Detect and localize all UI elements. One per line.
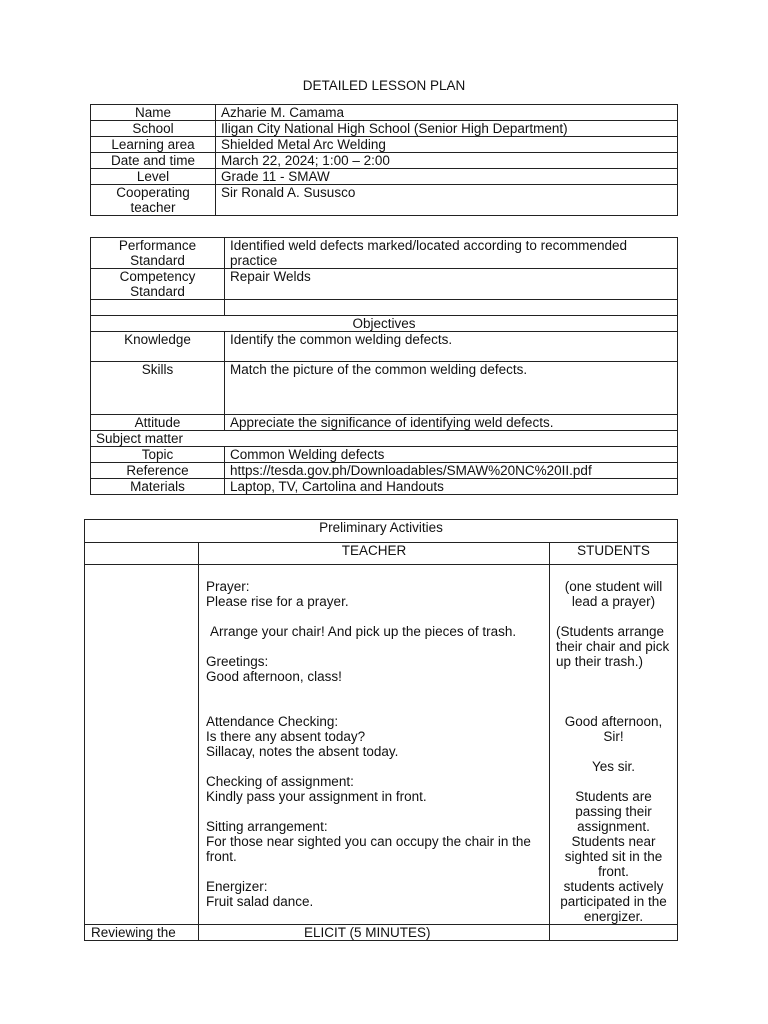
blank-cell xyxy=(225,300,678,316)
student-activities xyxy=(550,565,678,925)
blank-elicit-cell xyxy=(550,925,678,941)
activities-heading-row xyxy=(85,520,678,543)
info-label: Cooperating teacher xyxy=(91,185,216,216)
attendance-title: Attendance Checking: xyxy=(206,714,339,729)
materials-label: Materials xyxy=(91,479,225,495)
skills-value: Match the picture of the common welding defects. xyxy=(225,362,678,415)
student-attendance: Yes sir. xyxy=(591,759,636,774)
sitting-text: For those near sighted you can occupy the chair in the front. xyxy=(206,834,531,864)
blank-cell xyxy=(91,300,225,316)
activities-body-row xyxy=(85,565,678,925)
greetings-title: Greetings: xyxy=(206,654,269,669)
elicit-label: ELICIT (5 MINUTES) xyxy=(199,925,550,941)
attendance-note: Sillacay, notes the absent today. xyxy=(206,744,399,759)
info-label: School xyxy=(91,121,216,137)
sitting-title: Sitting arrangement: xyxy=(206,819,328,834)
info-label: Date and time xyxy=(91,153,216,169)
student-energizer: students actively participated in the energizer. xyxy=(560,879,667,924)
attitude-label: Attitude xyxy=(91,415,225,431)
info-row-level xyxy=(91,169,678,185)
student-arrange: (Students arrange their chair and pick up their trash.) xyxy=(556,624,670,669)
attitude-value: Appreciate the significance of identifying weld defects. xyxy=(225,415,678,431)
info-row-name xyxy=(91,105,678,121)
info-value: Azharie M. Camama xyxy=(216,105,678,121)
attitude-row xyxy=(91,415,678,431)
info-row-cooperating-teacher xyxy=(91,185,678,216)
competency-standard-value: Repair Welds xyxy=(225,269,678,300)
info-value: Sir Ronald A. Sususco xyxy=(216,185,678,216)
info-row-learning-area xyxy=(91,137,678,153)
students-header: STUDENTS xyxy=(550,543,678,565)
prayer-title: Prayer: xyxy=(206,579,250,594)
blank-body-cell xyxy=(85,565,199,925)
skills-label: Skills xyxy=(91,362,225,415)
info-label: Learning area xyxy=(91,137,216,153)
energizer-title: Energizer: xyxy=(206,879,268,894)
prayer-text: Please rise for a prayer. xyxy=(206,594,349,609)
standards-table xyxy=(90,237,678,495)
knowledge-label: Knowledge xyxy=(91,332,225,362)
greetings-text: Good afternoon, class! xyxy=(206,669,342,684)
knowledge-row xyxy=(91,332,678,362)
activities-header-row xyxy=(85,543,678,565)
blank-header-cell xyxy=(85,543,199,565)
info-label: Level xyxy=(91,169,216,185)
activities-table xyxy=(84,519,678,941)
elicit-row xyxy=(85,925,678,941)
blank-row xyxy=(91,300,678,316)
reference-row xyxy=(91,463,678,479)
performance-standard-value: Identified weld defects marked/located according to recommended practice xyxy=(225,238,678,269)
info-value: Shielded Metal Arc Welding xyxy=(216,137,678,153)
student-greet: Good afternoon, Sir! xyxy=(564,714,663,744)
energizer-text: Fruit salad dance. xyxy=(206,894,314,909)
info-row-date-time xyxy=(91,153,678,169)
subject-matter-label: Subject matter xyxy=(91,431,678,447)
subject-matter-row xyxy=(91,431,678,447)
performance-standard-row xyxy=(91,238,678,269)
reference-value: https://tesda.gov.ph/Downloadables/SMAW%20NC%20II.pdf xyxy=(225,463,678,479)
performance-standard-label: Performance Standard xyxy=(91,238,225,269)
reference-label: Reference xyxy=(91,463,225,479)
skills-row xyxy=(91,362,678,415)
info-label: Name xyxy=(91,105,216,121)
objectives-heading: Objectives xyxy=(91,316,678,332)
assignment-title: Checking of assignment: xyxy=(206,774,354,789)
arrange-text: Arrange your chair! And pick up the pieces of trash. xyxy=(210,624,517,639)
materials-row xyxy=(91,479,678,495)
reviewing-label: Reviewing the xyxy=(85,925,199,941)
student-sitting: Students near sighted sit in the front. xyxy=(564,834,663,879)
objectives-heading-row xyxy=(91,316,678,332)
preliminary-activities-heading: Preliminary Activities xyxy=(85,520,678,543)
topic-value: Common Welding defects xyxy=(225,447,678,463)
student-assignment: Students are passing their assignment. xyxy=(575,789,652,834)
materials-value: Laptop, TV, Cartolina and Handouts xyxy=(225,479,678,495)
info-value: Grade 11 - SMAW xyxy=(216,169,678,185)
student-prayer: (one student will lead a prayer) xyxy=(564,579,663,609)
knowledge-value: Identify the common welding defects. xyxy=(225,332,678,362)
document-title: DETAILED LESSON PLAN xyxy=(302,78,466,93)
info-value: Iligan City National High School (Senior High Department) xyxy=(216,121,678,137)
teacher-activities xyxy=(199,565,550,925)
info-value: March 22, 2024; 1:00 – 2:00 xyxy=(216,153,678,169)
info-table xyxy=(90,104,678,216)
competency-standard-label: Competency Standard xyxy=(91,269,225,300)
topic-label: Topic xyxy=(91,447,225,463)
info-row-school xyxy=(91,121,678,137)
topic-row xyxy=(91,447,678,463)
teacher-header: TEACHER xyxy=(199,543,550,565)
attendance-question: Is there any absent today? xyxy=(206,729,366,744)
competency-standard-row xyxy=(91,269,678,300)
assignment-text: Kindly pass your assignment in front. xyxy=(206,789,427,804)
